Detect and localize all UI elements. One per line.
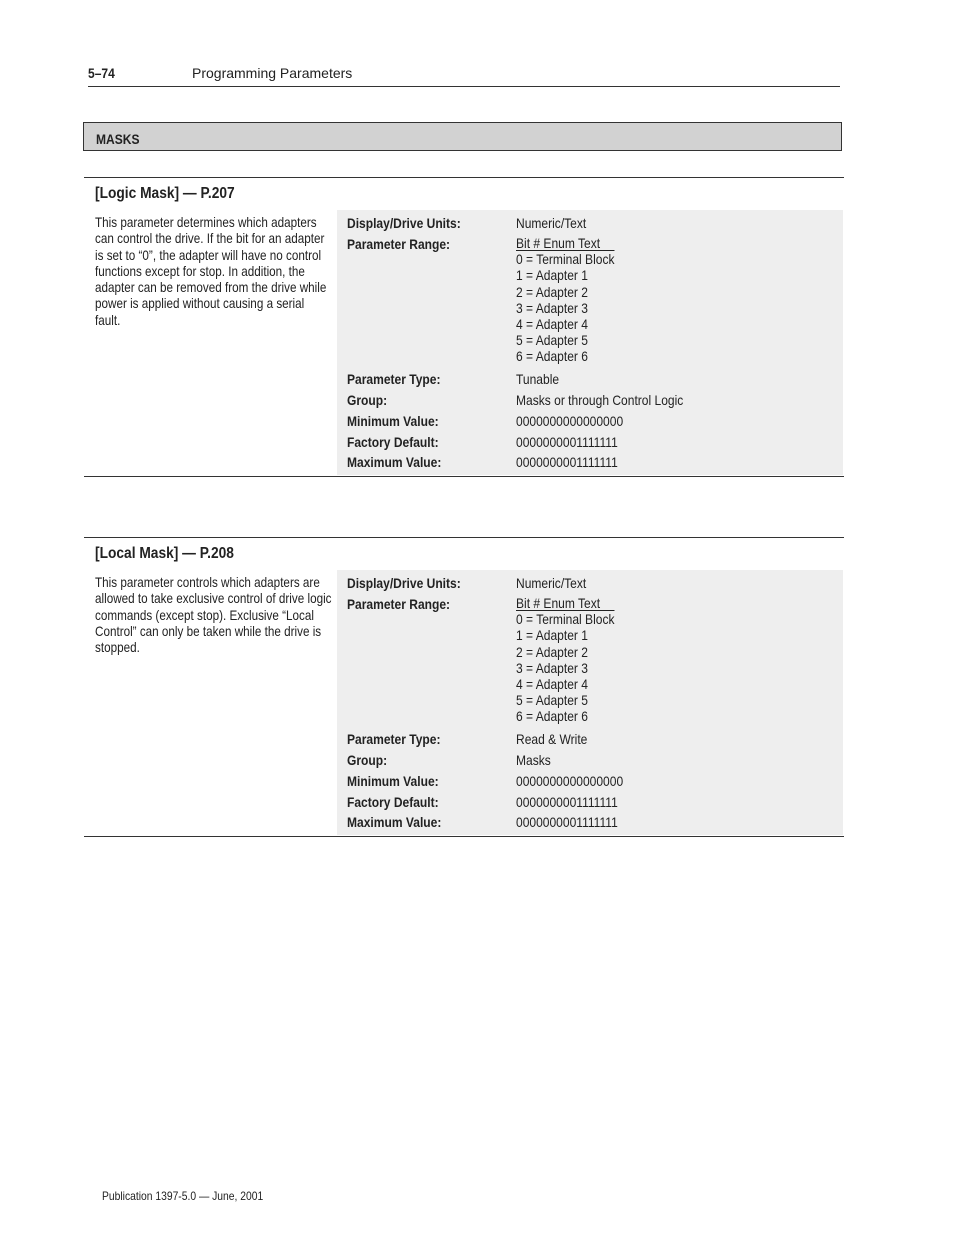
enum-header: Bit # Enum Text xyxy=(516,235,601,251)
parameter-spec-table xyxy=(337,210,843,475)
range-label: Parameter Range: xyxy=(347,236,451,252)
type-label: Parameter Type: xyxy=(347,731,441,747)
default-value: 0000000001111111 xyxy=(516,434,618,450)
max-value: 0000000001111111 xyxy=(516,814,618,830)
description-line: fault. xyxy=(95,312,121,328)
description-line: This parameter determines which adapters xyxy=(95,215,317,230)
type-label: Parameter Type: xyxy=(347,371,441,387)
type-value: Tunable xyxy=(516,371,560,387)
parameter-title: [Local Mask] — P.208 xyxy=(95,545,234,562)
enum-item: 2 = Adapter 2 xyxy=(516,283,588,300)
enum-item: 2 = Adapter 2 xyxy=(516,643,588,660)
description-line: power is applied without causing a serial xyxy=(95,296,305,312)
page-number: 5–74 xyxy=(88,65,115,81)
enum-item: 4 = Adapter 4 xyxy=(516,676,588,693)
description-line: functions except for stop. In addition, the xyxy=(95,263,305,279)
display-units-value: Numeric/Text xyxy=(516,575,587,591)
enum-item: 6 = Adapter 6 xyxy=(516,348,588,365)
range-enum-list xyxy=(516,235,614,365)
enum-item: 0 = Terminal Block xyxy=(516,611,615,628)
group-value: Masks or through Control Logic xyxy=(516,392,684,408)
description-line: stopped. xyxy=(95,640,140,656)
min-label: Minimum Value: xyxy=(347,413,439,429)
min-label: Minimum Value: xyxy=(347,773,439,789)
max-label: Maximum Value: xyxy=(347,814,442,830)
default-label: Factory Default: xyxy=(347,794,439,810)
group-label: Group: xyxy=(347,392,388,408)
section-title: Programming Parameters xyxy=(192,65,353,81)
parameter-block-logic-mask xyxy=(84,177,844,477)
description-line: can control the drive. If the bit for an adapter xyxy=(95,231,325,247)
enum-item: 0 = Terminal Block xyxy=(516,251,615,268)
enum-item: 1 = Adapter 1 xyxy=(516,627,588,644)
enum-item: 5 = Adapter 5 xyxy=(516,332,588,349)
default-label: Factory Default: xyxy=(347,434,439,450)
range-enum-list xyxy=(516,595,614,725)
display-units-label: Display/Drive Units: xyxy=(347,575,461,591)
enum-item: 3 = Adapter 3 xyxy=(516,659,588,676)
group-label: Group: xyxy=(347,752,388,768)
description-line: is set to “0”, the adapter will have no control xyxy=(95,247,322,263)
enum-header: Bit # Enum Text xyxy=(516,595,601,611)
parameter-block-local-mask xyxy=(84,537,844,837)
range-label: Parameter Range: xyxy=(347,596,451,612)
default-value: 0000000001111111 xyxy=(516,794,618,810)
min-value: 0000000000000000 xyxy=(516,773,624,789)
publication-footer: Publication 1397-5.0 — June, 2001 xyxy=(102,1189,264,1203)
parameter-description xyxy=(95,575,332,656)
display-units-value: Numeric/Text xyxy=(516,215,587,231)
description-line: allowed to take exclusive control of drive logic xyxy=(95,591,332,607)
parameter-description xyxy=(95,215,329,329)
max-label: Maximum Value: xyxy=(347,454,442,470)
min-value: 0000000000000000 xyxy=(516,413,624,429)
description-line: adapter can be removed from the drive while xyxy=(95,280,327,296)
masks-section-bar xyxy=(83,122,842,151)
group-value: Masks xyxy=(516,752,551,768)
type-value: Read & Write xyxy=(516,731,588,747)
enum-item: 1 = Adapter 1 xyxy=(516,267,588,284)
page-header xyxy=(88,64,840,87)
enum-item: 5 = Adapter 5 xyxy=(516,692,588,709)
description-line: Control” can only be taken while the drive is xyxy=(95,623,322,639)
display-units-label: Display/Drive Units: xyxy=(347,215,461,231)
parameter-title: [Logic Mask] — P.207 xyxy=(95,185,235,202)
enum-item: 6 = Adapter 6 xyxy=(516,708,588,725)
parameter-spec-table xyxy=(337,570,843,835)
max-value: 0000000001111111 xyxy=(516,454,618,470)
description-line: commands (except stop). Exclusive “Local xyxy=(95,607,314,623)
enum-item: 3 = Adapter 3 xyxy=(516,299,588,316)
section-bar-title: MASKS xyxy=(96,131,140,147)
description-line: This parameter controls which adapters are xyxy=(95,575,320,590)
enum-item: 4 = Adapter 4 xyxy=(516,316,588,333)
